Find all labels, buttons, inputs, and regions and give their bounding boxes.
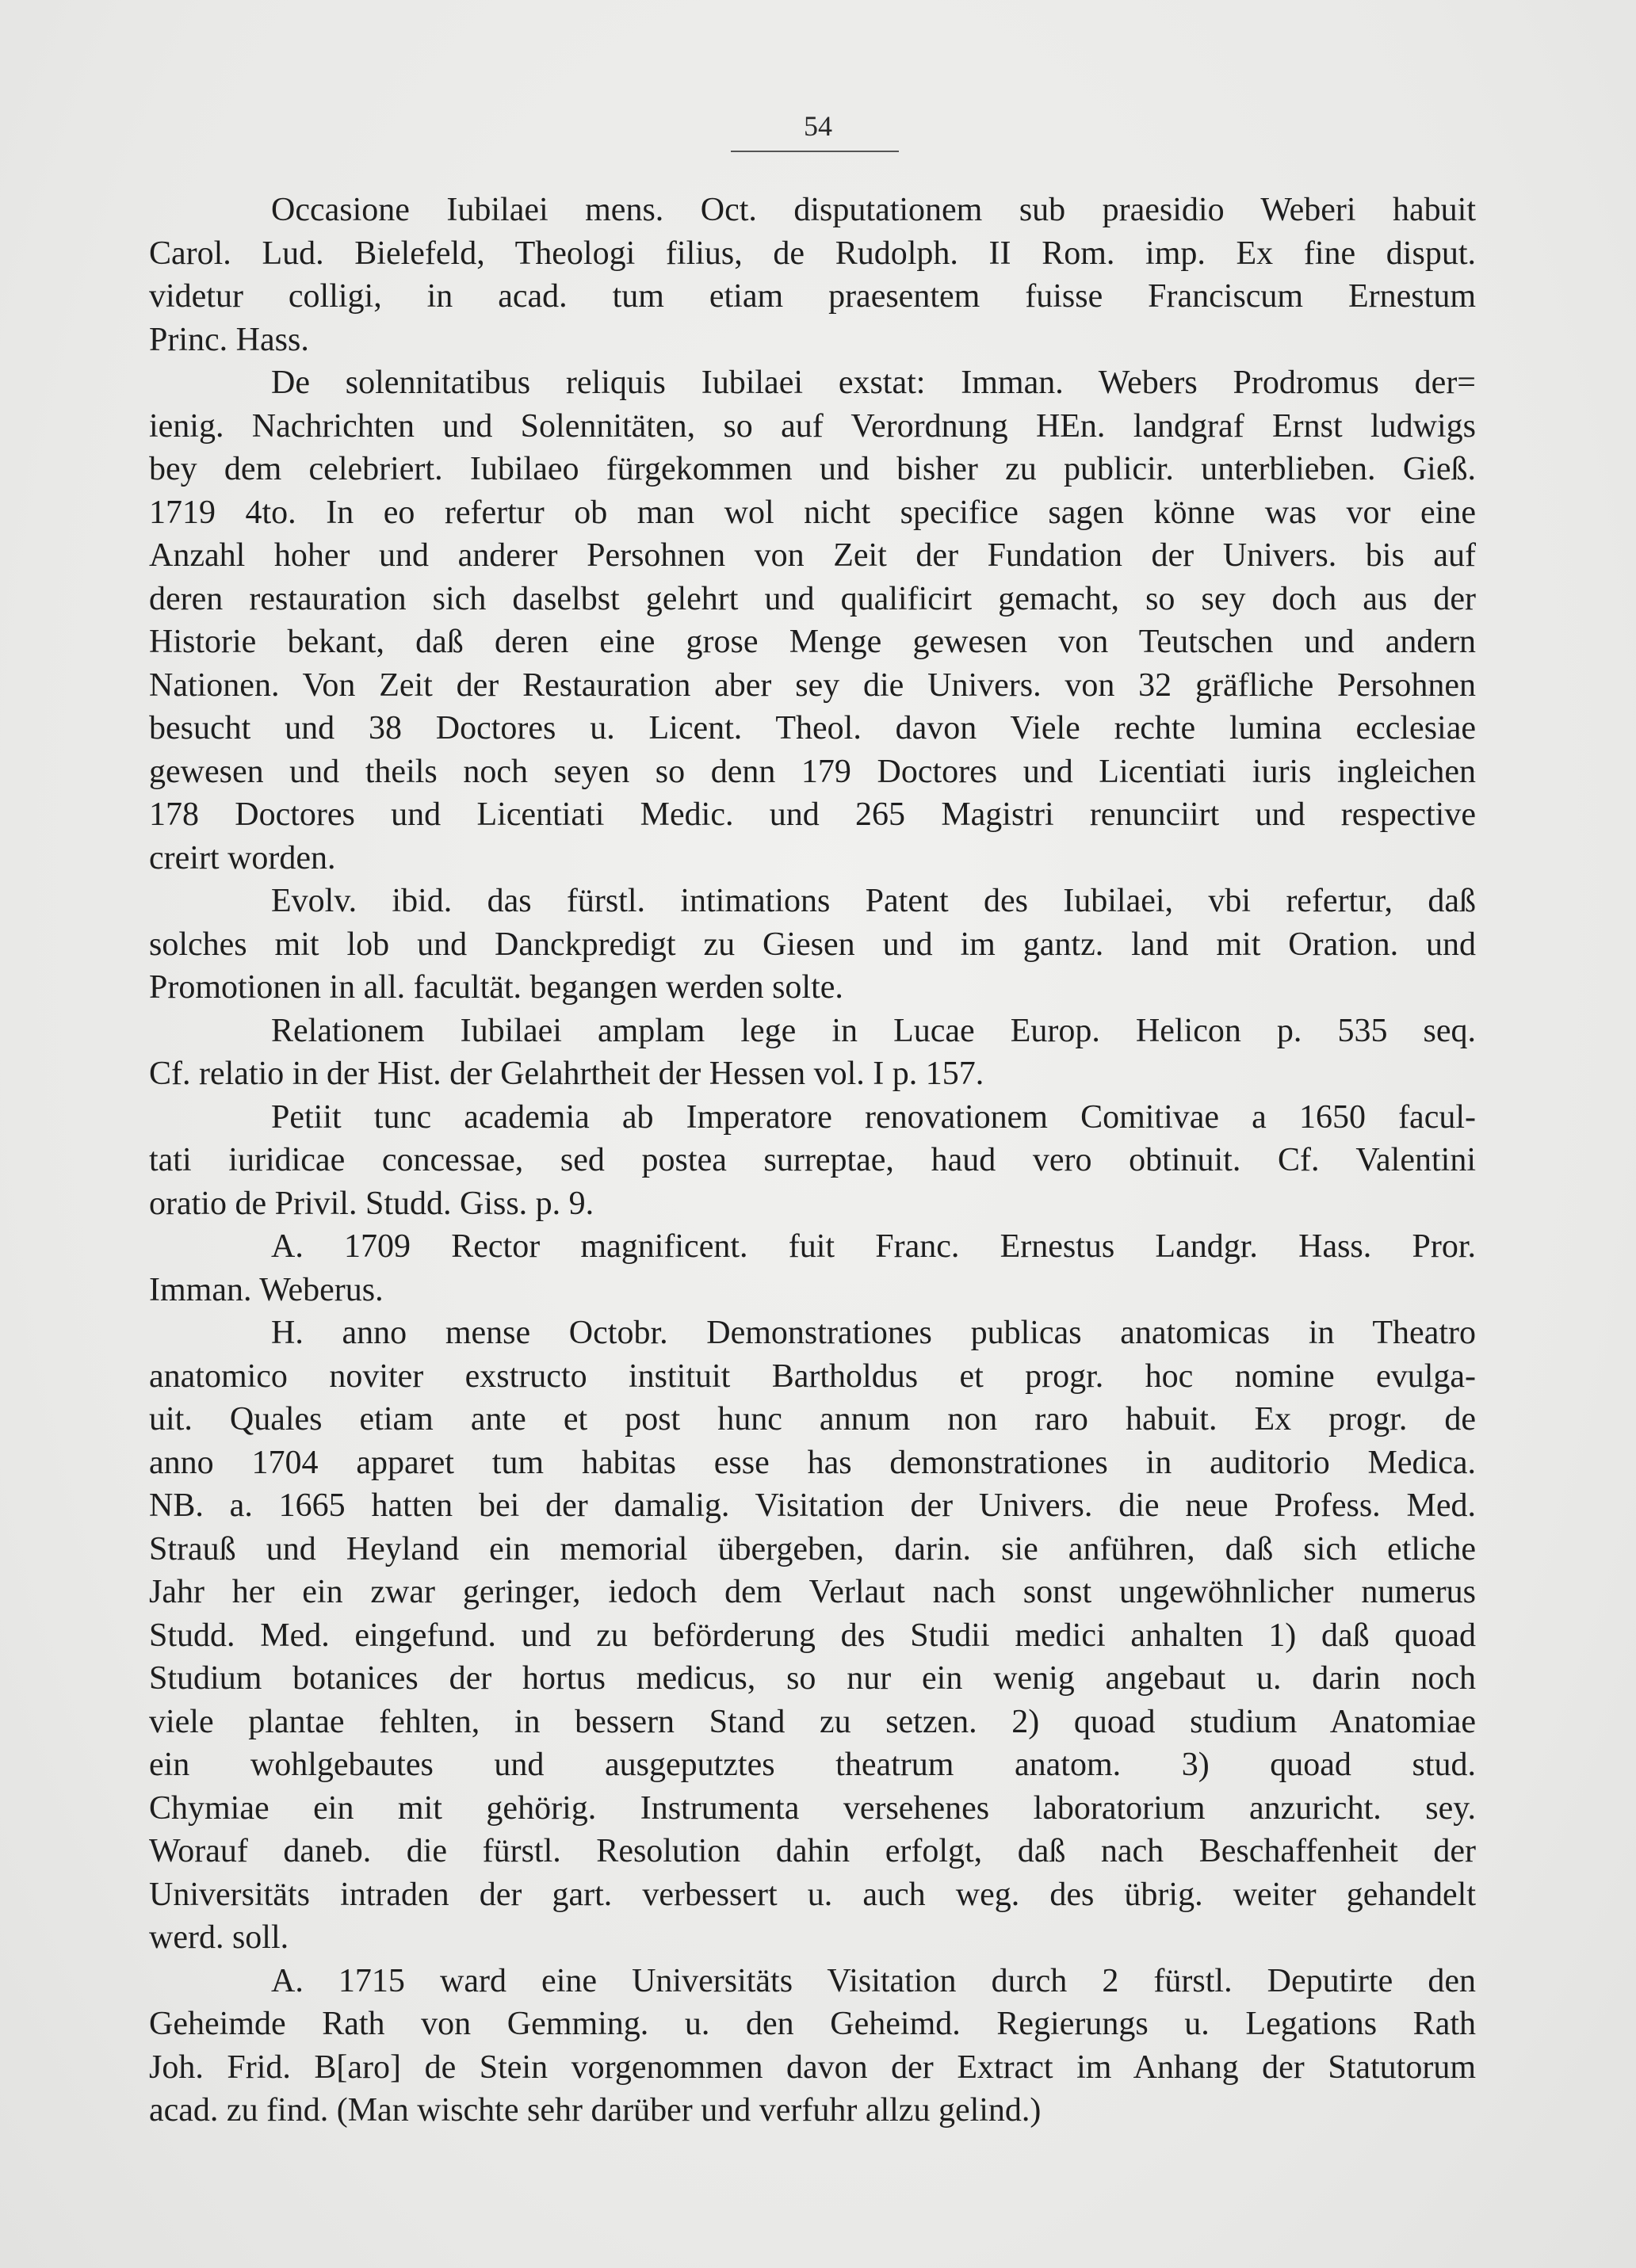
text-line: solches mit lob und Danckpredigt zu Giesen und im gantz. land mit Oration. und	[149, 926, 1476, 963]
text-line: ein wohlgebautes und ausgeputztes theatrum anatom. 3) quoad stud.	[149, 1747, 1476, 1783]
text-line: Occasione Iubilaei mens. Oct. disputationem sub praesidio Weberi habuit	[271, 192, 1476, 228]
text-line: Worauf daneb. die fürstl. Resolution dahin erfolgt, daß nach Beschaffenheit der	[149, 1833, 1476, 1869]
text-line: oratio de Privil. Studd. Giss. p. 9.	[149, 1185, 594, 1222]
paragraph-rector-1709	[149, 1225, 1476, 1312]
text-line: Joh. Frid. B[aro] de Stein vorgenommen davon der Extract im Anhang der Statutorum	[149, 2048, 1476, 2086]
text-line: werd. soll.	[149, 1919, 289, 1956]
text-line: deren restauration sich daselbst gelehrt und qualificirt gemacht, so sey doch aus der	[149, 580, 1476, 617]
paragraph-disputation	[149, 189, 1476, 361]
paragraph-solennitates	[149, 361, 1476, 880]
text-line: creirt worden.	[149, 839, 336, 876]
text-line: uit. Quales etiam ante et post hunc annum non raro habuit. Ex progr. de	[149, 1401, 1476, 1438]
body-text	[149, 189, 1476, 2132]
text-line: Petiit tunc academia ab Imperatore renovationem Comitivae a 1650 facul-	[271, 1098, 1476, 1136]
text-line: H. anno mense Octobr. Demonstrationes publicas anatomicas in Theatro	[271, 1315, 1476, 1351]
paragraph-visitation-1715	[149, 1960, 1476, 2132]
text-line: Studd. Med. eingefund. und zu beförderung des Studii medici anhalten 1) daß quoad	[149, 1617, 1476, 1654]
text-line: Relationem Iubilaei amplam lege in Lucae Europ. Helicon p. 535 seq.	[271, 1012, 1476, 1049]
text-line: A. 1709 Rector magnificent. fuit Franc. Ernestus Landgr. Hass. Pror.	[271, 1228, 1476, 1265]
paragraph-anatomy	[149, 1312, 1476, 1960]
text-line: Evolv. ibid. das fürstl. intimations Patent des Iubilaei, vbi refertur, daß	[271, 883, 1476, 919]
text-line: viele plantae fehlten, in bessern Stand zu setzen. 2) quoad studium Anatomiae	[149, 1703, 1476, 1740]
header-rule	[731, 151, 899, 152]
text-line: A. 1715 ward eine Universitäts Visitation durch 2 fürstl. Deputirte den	[271, 1962, 1476, 1999]
text-line: Nationen. Von Zeit der Restauration aber sey die Univers. von 32 gräfliche Persohnen	[149, 666, 1476, 704]
text-line: Geheimde Rath von Gemming. u. den Geheimd. Regierungs u. Legations Rath	[149, 2006, 1476, 2042]
text-line: 178 Doctores und Licentiati Medic. und 265 Magistri renunciirt und respective	[149, 796, 1476, 833]
text-line: Chymiae ein mit gehörig. Instrumenta versehenes laboratorium anzuricht. sey.	[149, 1789, 1476, 1827]
text-line: bey dem celebriert. Iubilaeo fürgekommen und bisher zu publicir. unterblieben. Gieß.	[149, 451, 1476, 487]
text-line: Princ. Hass.	[149, 321, 309, 358]
text-line: Carol. Lud. Bielefeld, Theologi filius, de Rudolph. II Rom. imp. Ex fine disput.	[149, 235, 1476, 272]
text-line: NB. a. 1665 hatten bei der damalig. Visitation der Univers. die neue Profess. Med.	[149, 1487, 1476, 1524]
text-line: anatomico noviter exstructo instituit Bartholdus et progr. hoc nomine evulga-	[149, 1357, 1476, 1395]
text-line: Jahr her ein zwar geringer, iedoch dem Verlaut nach sonst ungewöhnlicher numerus	[149, 1574, 1476, 1610]
text-line: videtur colligi, in acad. tum etiam praesentem fuisse Franciscum Ernestum	[149, 278, 1476, 315]
text-line: Studium botanices der hortus medicus, so nur ein wenig angebaut u. darin noch	[149, 1660, 1476, 1697]
text-line: Universitäts intraden der gart. verbessert u. auch weg. des übrig. weiter gehandelt	[149, 1876, 1476, 1913]
text-line: anno 1704 apparet tum habitas esse has demonstrationes in auditorio Medica.	[149, 1444, 1476, 1481]
text-line: tati iuridicae concessae, sed postea surreptae, haud vero obtinuit. Cf. Valentini	[149, 1142, 1476, 1178]
text-line: Anzahl hoher und anderer Persohnen von Zeit der Fundation der Univers. bis auf	[149, 537, 1476, 574]
text-line: ienig. Nachrichten und Solennitäten, so auf Verordnung HEn. landgraf Ernst ludwigs	[149, 407, 1476, 445]
text-line: 1719 4to. In eo refertur ob man wol nicht specifice sagen könne was vor eine	[149, 494, 1476, 531]
text-line: Strauß und Heyland ein memorial übergeben, darin. sie anführen, daß sich etliche	[149, 1530, 1476, 1567]
paragraph-petiit	[149, 1096, 1476, 1226]
paragraph-relationem	[149, 1010, 1476, 1096]
text-line: besucht und 38 Doctores u. Licent. Theol. davon Viele rechte lumina ecclesiae	[149, 710, 1476, 746]
page-number: 54	[804, 110, 832, 142]
text-line: De solennitatibus reliquis Iubilaei exstat: Imman. Webers Prodromus der=	[271, 365, 1476, 401]
text-line: Imman. Weberus.	[149, 1271, 384, 1308]
text-line: gewesen und theils noch seyen so denn 179 Doctores und Licentiati iuris ingleichen	[149, 753, 1476, 790]
text-line: Cf. relatio in der Hist. der Gelahrtheit der Hessen vol. I p. 157.	[149, 1056, 984, 1092]
text-line: Historie bekant, daß deren eine grose Menge gewesen von Teutschen und andern	[149, 624, 1476, 660]
text-line: Promotionen in all. facultät. begangen werden solte.	[149, 969, 843, 1006]
paragraph-evolv	[149, 880, 1476, 1010]
text-line: acad. zu find. (Man wischte sehr darüber und verfuhr allzu gelind.)	[149, 2092, 1042, 2129]
